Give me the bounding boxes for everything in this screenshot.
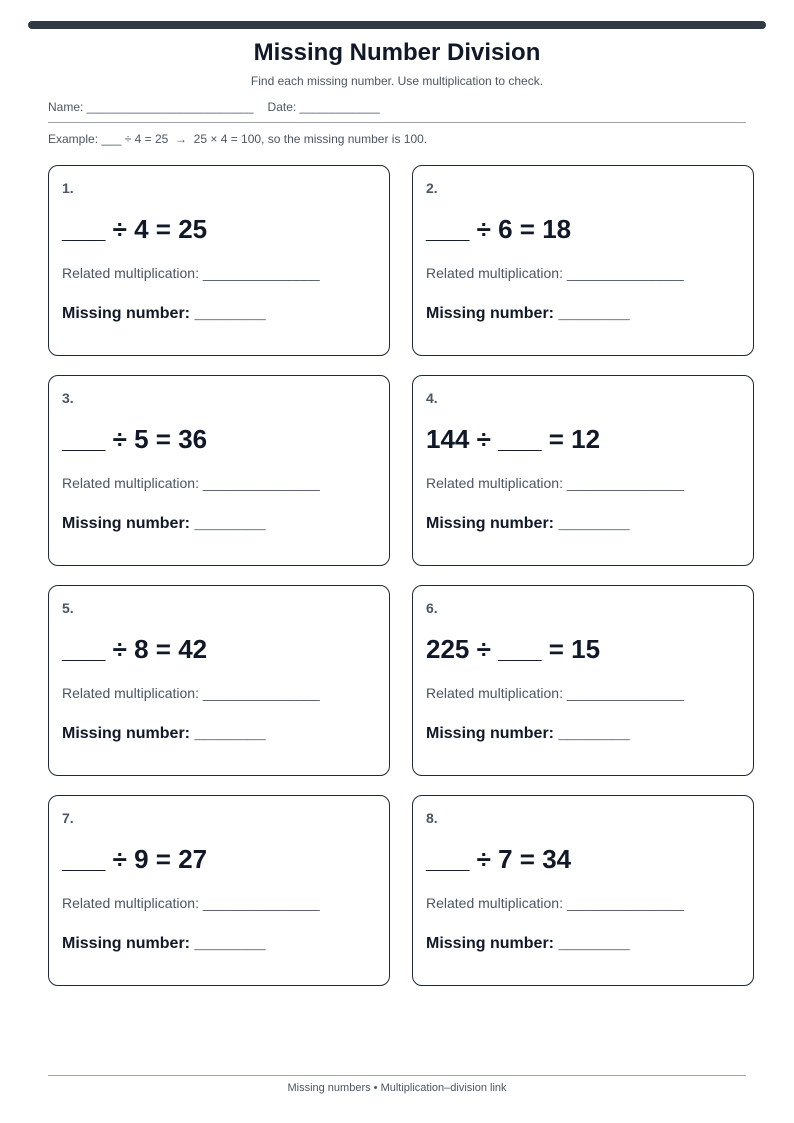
related-multiplication-field[interactable]: Related multiplication: _______________ — [62, 895, 320, 911]
problem-number: 3. — [62, 390, 74, 406]
related-multiplication-field[interactable]: Related multiplication: _______________ — [426, 895, 684, 911]
problem-equation: ___ ÷ 9 = 27 — [62, 844, 208, 874]
problem-number: 5. — [62, 600, 74, 616]
missing-number-field[interactable]: Missing number: ________ — [426, 725, 630, 742]
problem-number: 2. — [426, 180, 438, 196]
missing-number-field[interactable]: Missing number: ________ — [62, 935, 266, 952]
problem-card-3 — [48, 375, 390, 566]
problem-equation: ___ ÷ 7 = 34 — [426, 844, 572, 874]
problem-card-1 — [48, 165, 390, 356]
related-multiplication-field[interactable]: Related multiplication: _______________ — [426, 265, 684, 281]
problem-number: 8. — [426, 810, 438, 826]
problem-number: 4. — [426, 390, 438, 406]
related-multiplication-field[interactable]: Related multiplication: _______________ — [62, 265, 320, 281]
problem-equation: ___ ÷ 5 = 36 — [62, 424, 208, 454]
date-field[interactable]: Date: ____________ — [267, 100, 380, 114]
header-accent-bar — [28, 21, 766, 29]
missing-number-field[interactable]: Missing number: ________ — [426, 935, 630, 952]
problem-card-5 — [48, 585, 390, 776]
problem-number: 6. — [426, 600, 438, 616]
name-field[interactable]: Name: _________________________ — [48, 100, 254, 114]
related-multiplication-field[interactable]: Related multiplication: _______________ — [62, 685, 320, 701]
problem-number: 1. — [62, 180, 74, 196]
missing-number-field[interactable]: Missing number: ________ — [426, 515, 630, 532]
problem-equation: ___ ÷ 6 = 18 — [426, 214, 572, 244]
problem-equation: 144 ÷ ___ = 12 — [426, 424, 601, 454]
problem-card-7 — [48, 795, 390, 986]
problem-equation: 225 ÷ ___ = 15 — [426, 634, 601, 664]
page-title: Missing Number Division — [253, 39, 541, 66]
missing-number-field[interactable]: Missing number: ________ — [62, 305, 266, 322]
problem-equation: ___ ÷ 8 = 42 — [62, 634, 208, 664]
header-divider — [48, 122, 746, 123]
page-subtitle: Find each missing number. Use multiplication to check. — [250, 74, 544, 88]
related-multiplication-field[interactable]: Related multiplication: _______________ — [426, 685, 684, 701]
problem-card-8 — [412, 795, 754, 986]
related-multiplication-field[interactable]: Related multiplication: _______________ — [62, 475, 320, 491]
missing-number-field[interactable]: Missing number: ________ — [62, 725, 266, 742]
problem-card-4 — [412, 375, 754, 566]
problem-equation: ___ ÷ 4 = 25 — [62, 214, 208, 244]
problem-number: 7. — [62, 810, 74, 826]
example-line: Example: ___ ÷ 4 = 25 → 25 × 4 = 100, so the missing number is 100. — [48, 132, 428, 146]
related-multiplication-field[interactable]: Related multiplication: _______________ — [426, 475, 684, 491]
problem-grid — [48, 165, 754, 986]
missing-number-field[interactable]: Missing number: ________ — [426, 305, 630, 322]
problem-card-2 — [412, 165, 754, 356]
footer-divider — [48, 1075, 746, 1076]
name-date-row — [48, 99, 380, 115]
problem-card-6 — [412, 585, 754, 776]
page-footer: Missing numbers • Multiplication–division link — [287, 1082, 507, 1094]
missing-number-field[interactable]: Missing number: ________ — [62, 515, 266, 532]
